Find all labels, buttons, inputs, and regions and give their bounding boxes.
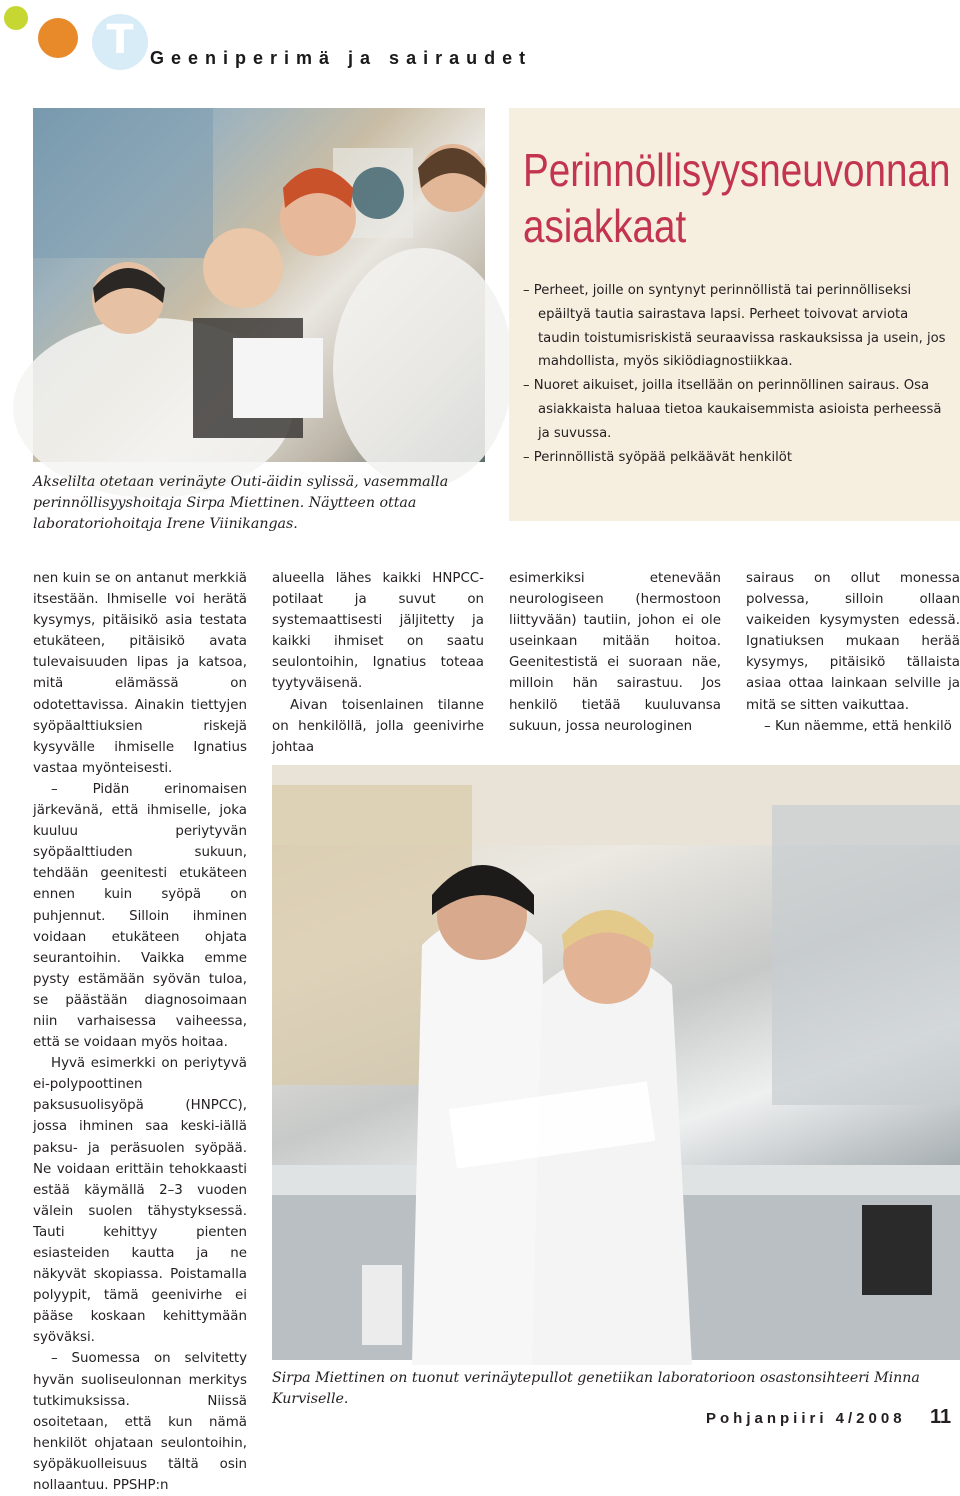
body-paragraph: Hyvä esimerkki on periytyvä ei-polypoottinen paksusuolisyöpä (HNPCC), jossa ihminen saa keski-iällä paksu- ja peräsuolen syöpää. Ne voidaan erittäin tehokkaasti estää käymällä 2–3 vuoden välein suolen tähystyksessä. Tauti kehittyy pienten esiasteiden kautta ja ne näkyvät skopiassa. Poistamalla polyypit, tämä geenivirhe ei pääse koskaan kehittymään syöväksi. (33, 1056, 247, 1346)
body-column-3 (509, 568, 721, 737)
body-column-2 (272, 568, 484, 758)
body-paragraph: – Kun näemme, että henkilö (764, 718, 952, 734)
page-number: 11 (930, 1406, 952, 1428)
sidebar-title-line1: Perinnöllisyysneuvonnan (523, 144, 951, 196)
body-paragraph: – Suomessa on selvitetty hyvän suoliseulonnan merkitys tutkimuksissa. Niissä osoitetaan, että kun nämä henkilöt ohjataan seulontoihin, syöpäkuolleisuus tältä osin nollaantuu. PPSHP:n (33, 1351, 247, 1494)
photo-bottom-caption: Sirpa Miettinen on tuonut verinäytepullot genetiikan laboratorioon osastonsihteeri Minna Kurviselle. (272, 1370, 920, 1407)
body-paragraph: Aivan toisenlainen tilanne on henkilöllä, jolla geenivirhe johtaa (272, 697, 484, 755)
body-paragraph: nen kuin se on antanut merkkiä itsestään. Ihmiselle voi herätä kysymys, pitäisikö asia testata etukäteen, pitäisikö avata tulevaisuuden lipas ja katsoa, mitä elämässä on odotettavissa. Ainakin tiettyjen syöpäalttiuksien riskejä kysyvälle ihmiselle Ignatius vastaa myönteisesti. (33, 571, 247, 776)
photo-blood-sample-illustration (33, 108, 485, 462)
photo-top-caption: Akselilta otetaan verinäyte Outi-äidin sylissä, vasemmalla perinnöllisyyshoitaja Sirpa Miettinen. Näytteen ottaa laboratoriohoitaja Irene Viinikangas. (33, 474, 449, 532)
sidebar-box (509, 108, 960, 521)
photo-laboratory-illustration (272, 765, 960, 1360)
body-paragraph: – Pidän erinomaisen järkevänä, että ihmiselle, joka kuuluu periytyvän syöpäalttiuden sukuun, tehdään geenitesti etukäteen ennen kuin syöpä on puhjennut. Silloin ihminen voidaan etukäteen ohjata seurantoihin. Vaikka emme pysty estämään syövän tuloa, se päästään diagnosoimaan niin varhaisessa vaiheessa, että se voidaan myös hoitaa. (33, 781, 247, 1051)
photo-laboratory (272, 765, 960, 1360)
body-column-1 (33, 568, 247, 1496)
sidebar-list-item: – Perinnöllistä syöpää pelkäävät henkilöt (523, 449, 793, 465)
publication-name: Pohjanpiiri 4/2008 (706, 1410, 906, 1427)
body-column-4 (746, 568, 960, 737)
sidebar-title-line2: asiakkaat (523, 200, 687, 252)
body-paragraph: sairaus on ollut monessa polvessa, silloin ollaan vaikeiden kysymysten edessä. Ignatiuksen mukaan herää kysymys, pitäisikö tällaista asiaa ottaa lainkaan selville ja mitä se sitten vaikuttaa. (746, 571, 960, 713)
section-title: Geeniperimä ja sairaudet (150, 48, 533, 68)
sidebar-list-item: – Nuoret aikuiset, joilla itsellään on perinnöllinen sairaus. Osa asiakkaista haluaa tietoa kaukaisemmista asioista perheessä ja suvussa. (523, 378, 942, 441)
section-initial: T (106, 17, 134, 63)
sidebar-list (523, 279, 947, 469)
sidebar-title (523, 142, 951, 254)
green-dot-decoration (4, 6, 28, 30)
body-paragraph: esimerkiksi etenevään neurologiseen (hermostoon liittyvään) tautiin, johon ei ole useinkaan mitään hoitoa. Geenitestistä ei suoraan näe, milloin hän sairastuu. Jos henkilö tietää kuuluvansa sukuun, jossa neurologinen (509, 571, 721, 734)
body-paragraph: alueella lähes kaikki HNPCC-potilaat ja suvut on systemaattisesti jäljitetty ja kaikki ihmiset on saatu seulontoihin, Ignatius toteaa tyytyväisenä. (272, 571, 484, 692)
photo-blood-sample (33, 108, 485, 462)
sidebar-list-item: – Perheet, joille on syntynyt perinnöllistä tai perinnölliseksi epäiltyä tautia sairastava lapsi. Perheet toivovat arviota taudin toistumisriskistä seuraavissa raskauksissa ja usein, jos mahdollista, myös sikiödiagnostiikkaa. (523, 283, 946, 370)
orange-dot-decoration (38, 18, 78, 58)
